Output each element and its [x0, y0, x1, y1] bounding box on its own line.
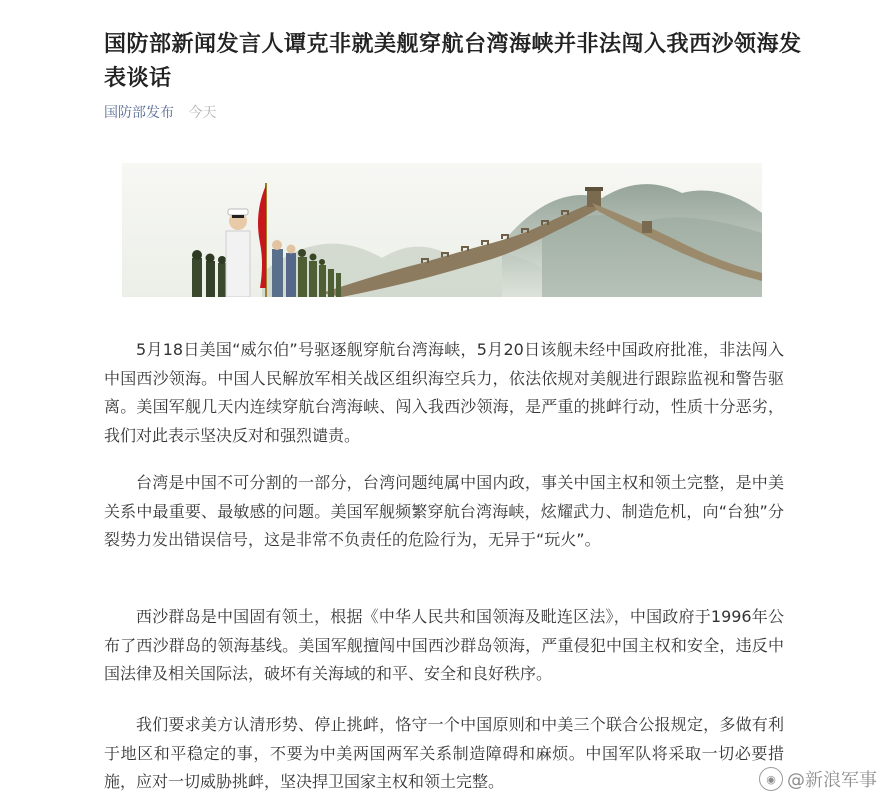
watermark-text: @新浪军事 [787, 770, 877, 791]
banner-image [122, 163, 762, 297]
paragraph-4: 我们要求美方认清形势、停止挑衅，恪守一个中国原则和中美三个联合公报规定，多做有利于地区和平稳定的事，不要为中美两国两军关系制造障碍和麻烦。中国军队将采取一切必要措施，应对一切威胁挑衅，坚决捍卫国家主权和领土完整。 [104, 715, 784, 791]
publish-time: 今天 [188, 105, 217, 121]
article-meta [104, 104, 216, 122]
weibo-icon: ◉ [759, 767, 783, 791]
weibo-watermark [759, 766, 877, 792]
source-link[interactable]: 国防部发布 [104, 105, 174, 121]
paragraph-3: 西沙群岛是中国固有领土，根据《中华人民共和国领海及毗连区法》，中国政府于1996年公布了西沙群岛的领海基线。美国军舰擅闯中国西沙群岛领海，严重侵犯中国主权和安全，违反中国法律及相关国际法，破坏有关海域的和平、安全和良好秩序。 [104, 607, 784, 683]
paragraph-1: 5月18日美国“威尔伯”号驱逐舰穿航台湾海峡，5月20日该舰未经中国政府批准，非法闯入中国西沙领海。中国人民解放军相关战区组织海空兵力，依法依规对美舰进行跟踪监视和警告驱离。美国军舰几天内连续穿航台湾海峡、闯入我西沙领海，是严重的挑衅行动，性质十分恶劣，我们对此表示坚决反对和强烈谴责。 [104, 340, 784, 445]
article-title: 国防部新闻发言人谭克非就美舰穿航台湾海峡并非法闯入我西沙领海发表谈话 [104, 32, 802, 91]
paragraph-2: 台湾是中国不可分割的一部分，台湾问题纯属中国内政，事关中国主权和领土完整，是中美关系中最重要、最敏感的问题。美国军舰频繁穿航台湾海峡，炫耀武力、制造危机，向“台独”分裂势力发出错误信号，这是非常不负责任的危险行为，无异于“玩火”。 [104, 473, 784, 549]
great-wall-honor-guard-illustration [122, 163, 762, 297]
